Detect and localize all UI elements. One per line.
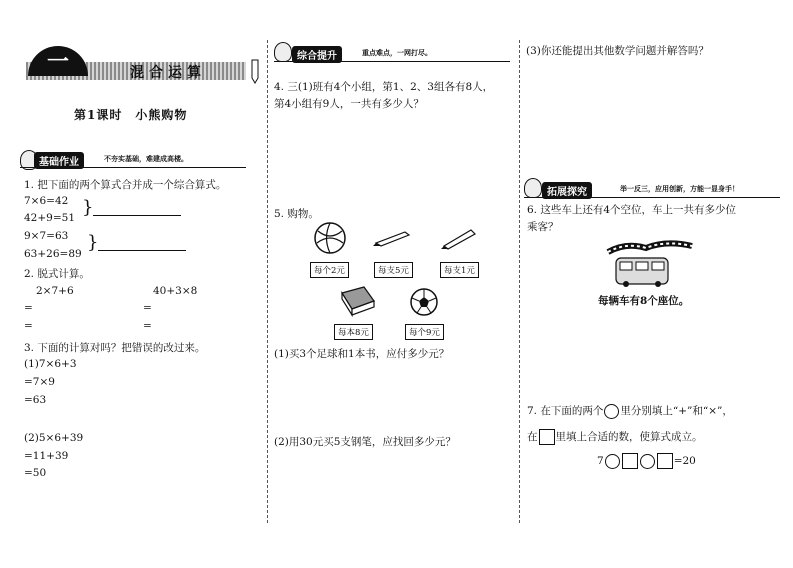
- q1-b2: 63+26=89: [24, 248, 82, 260]
- q2-eq-1a: =: [24, 302, 33, 314]
- q5-sub2: (2)用30元买5支钢笔，应找回多少元？: [274, 436, 456, 448]
- blank-circle: [640, 454, 655, 469]
- q3-p2-line1: (2)5×6+39: [24, 432, 84, 444]
- q2-eq-2a: =: [143, 302, 152, 314]
- section-basic-label: 基础作业: [34, 152, 84, 169]
- q4-line1: 4. 三(1)班有4个小组，第1、2、3组各有8人，: [274, 81, 494, 93]
- book-icon: [338, 285, 376, 317]
- q3-p1-line2: =7×9: [24, 376, 55, 388]
- q2-eq-1b: =: [24, 320, 33, 332]
- q3-p2-line3: =50: [24, 467, 47, 479]
- q1-b1: 9×7=63: [24, 230, 69, 242]
- section-ext-label: 拓展探究: [542, 182, 592, 199]
- section-basic-motto: 不夯实基础，难建成高楼。: [104, 154, 188, 163]
- column-divider-right: [519, 40, 520, 523]
- soccer-ball-icon: [409, 287, 439, 317]
- blank-square: [657, 453, 673, 469]
- price-pencil: 每支1元: [440, 262, 479, 278]
- price-soccer-ball: 每个9元: [405, 324, 444, 340]
- q1-a1: 7×6=42: [24, 195, 69, 207]
- section-comprehensive: [274, 44, 510, 62]
- unit-title: 混合运算: [130, 65, 206, 81]
- pencil-icon: [441, 227, 477, 249]
- column-divider-left: [267, 40, 268, 523]
- student-figure-icon: [274, 42, 292, 62]
- q5-sub1: (1)买3个足球和1本书，应付多少元？: [274, 348, 450, 360]
- section-ext-motto: 举一反三，应用创新，方能一显身手！: [620, 184, 739, 193]
- section-basic-homework: [20, 150, 246, 168]
- q1-a2: 42+9=51: [24, 212, 75, 224]
- section-extension: [524, 180, 780, 198]
- q4-line2: 第4小组有9人，一共有多少人？: [274, 98, 424, 110]
- q1-answer-line-b: [98, 250, 186, 251]
- q2-expr2: 40+3×8: [153, 285, 198, 297]
- train-illustration: [606, 238, 694, 288]
- q1-brace-a: }: [82, 197, 94, 218]
- blank-square: [539, 429, 555, 445]
- blank-square: [622, 453, 638, 469]
- q7-line2: 在 里填上合适的数，使算式成立。: [527, 431, 703, 443]
- q6-line2: 乘客？: [527, 221, 559, 233]
- price-pen: 每支5元: [374, 262, 413, 278]
- q1-answer-line-a: [93, 215, 181, 216]
- q6-line1: 6. 这些车上还有4个空位，车上一共有多少位: [527, 204, 737, 216]
- q7-line1: 7. 在下面的两个 里分别填上“+”和“×”，: [527, 405, 733, 417]
- section-comp-label: 综合提升: [292, 46, 342, 63]
- pencil-icon: [248, 58, 262, 84]
- section-comp-motto: 重点难点，一网打尽。: [362, 48, 432, 57]
- price-volleyball: 每个2元: [310, 262, 349, 278]
- blank-circle: [604, 404, 619, 419]
- q2-eq-2b: =: [143, 320, 152, 332]
- unit-badge: 一: [28, 46, 88, 76]
- q3-title: 3. 下面的计算对吗？把错误的改过来。: [24, 342, 206, 354]
- q7-equation: 7 =20: [597, 455, 696, 467]
- q1-brace-b: }: [87, 232, 99, 253]
- q2-expr1: 2×7+6: [36, 285, 74, 297]
- lesson-title: 第1课时 小熊购物: [74, 108, 188, 122]
- q6-caption: 每辆车有8个座位。: [598, 295, 690, 307]
- price-book: 每本8元: [334, 324, 373, 340]
- q3-p1-line1: (1)7×6+3: [24, 358, 77, 370]
- volleyball-icon: [313, 221, 347, 255]
- blank-circle: [605, 454, 620, 469]
- q5-sub3: (3)你还能提出其他数学问题并解答吗？: [526, 45, 709, 57]
- q5-title: 5. 购物。: [274, 208, 319, 220]
- q3-p2-line2: =11+39: [24, 450, 69, 462]
- q1-title: 1. 把下面的两个算式合并成一个综合算式。: [24, 179, 227, 191]
- pen-icon: [373, 229, 413, 247]
- q2-title: 2. 脱式计算。: [24, 268, 90, 280]
- q3-p1-line3: =63: [24, 394, 47, 406]
- student-figure-icon: [524, 178, 542, 198]
